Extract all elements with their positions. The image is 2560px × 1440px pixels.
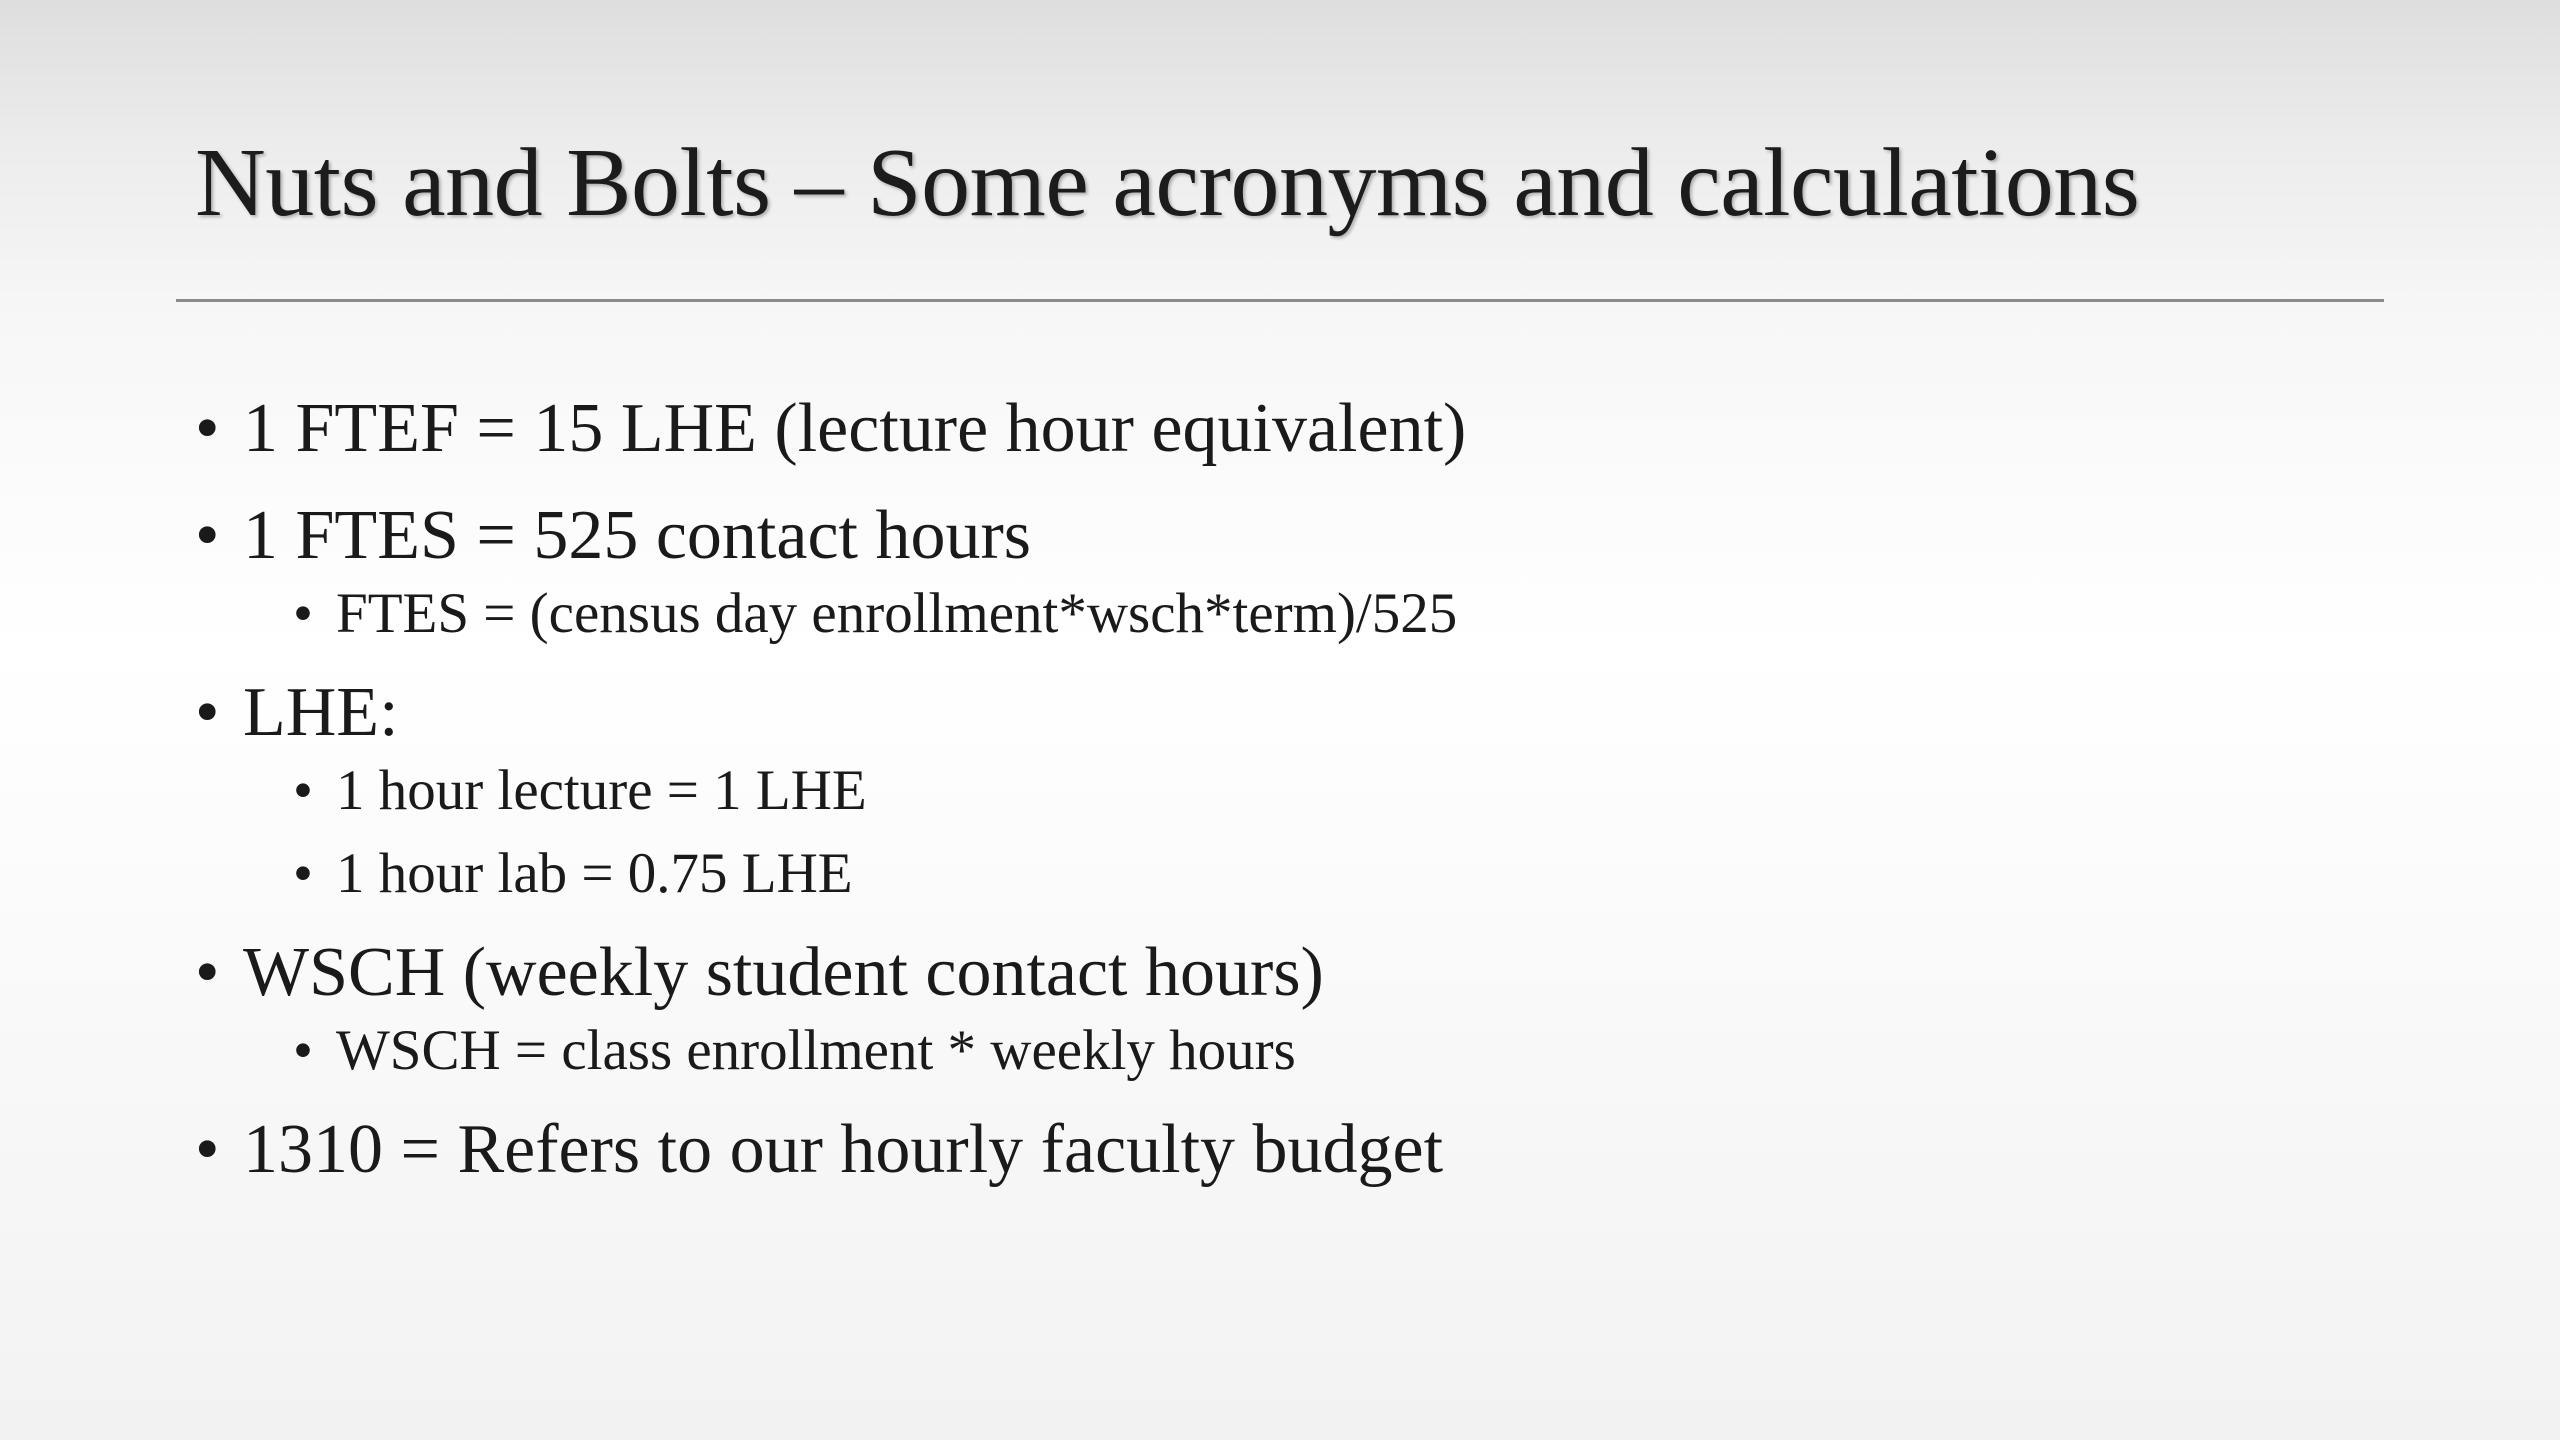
sub-bullet-list bbox=[243, 1018, 2375, 1084]
sub-bullet-ftes-formula bbox=[293, 581, 2375, 647]
bullet-text: 1 FTES = 525 contact hours bbox=[243, 497, 1032, 574]
bullet-list bbox=[195, 388, 2375, 1216]
sub-bullet-lab bbox=[293, 841, 2375, 907]
bullet-text: WSCH (weekly student contact hours) bbox=[243, 934, 1324, 1011]
sub-bullet-list bbox=[243, 758, 2375, 907]
sub-bullet-wsch-formula bbox=[293, 1018, 2375, 1084]
sub-bullet-text: FTES = (census day enrollment*wsch*term)/525 bbox=[336, 582, 1458, 645]
bullet-text: 1310 = Refers to our hourly faculty budget bbox=[243, 1111, 1444, 1188]
sub-bullet-text: 1 hour lab = 0.75 LHE bbox=[336, 842, 853, 905]
bullet-lhe bbox=[195, 672, 2375, 907]
sub-bullet-text: WSCH = class enrollment * weekly hours bbox=[336, 1019, 1296, 1082]
bullet-text: 1 FTEF = 15 LHE (lecture hour equivalent) bbox=[243, 390, 1467, 467]
slide-title: Nuts and Bolts – Some acronyms and calculations bbox=[195, 129, 2140, 237]
bullet-1310 bbox=[195, 1109, 2375, 1191]
bullet-text: LHE: bbox=[243, 674, 399, 751]
sub-bullet-list bbox=[243, 581, 2375, 647]
bullet-ftes bbox=[195, 495, 2375, 647]
bullet-ftef bbox=[195, 388, 2375, 470]
title-divider bbox=[176, 299, 2384, 302]
bullet-wsch bbox=[195, 932, 2375, 1084]
sub-bullet-text: 1 hour lecture = 1 LHE bbox=[336, 759, 867, 822]
sub-bullet-lecture bbox=[293, 758, 2375, 824]
